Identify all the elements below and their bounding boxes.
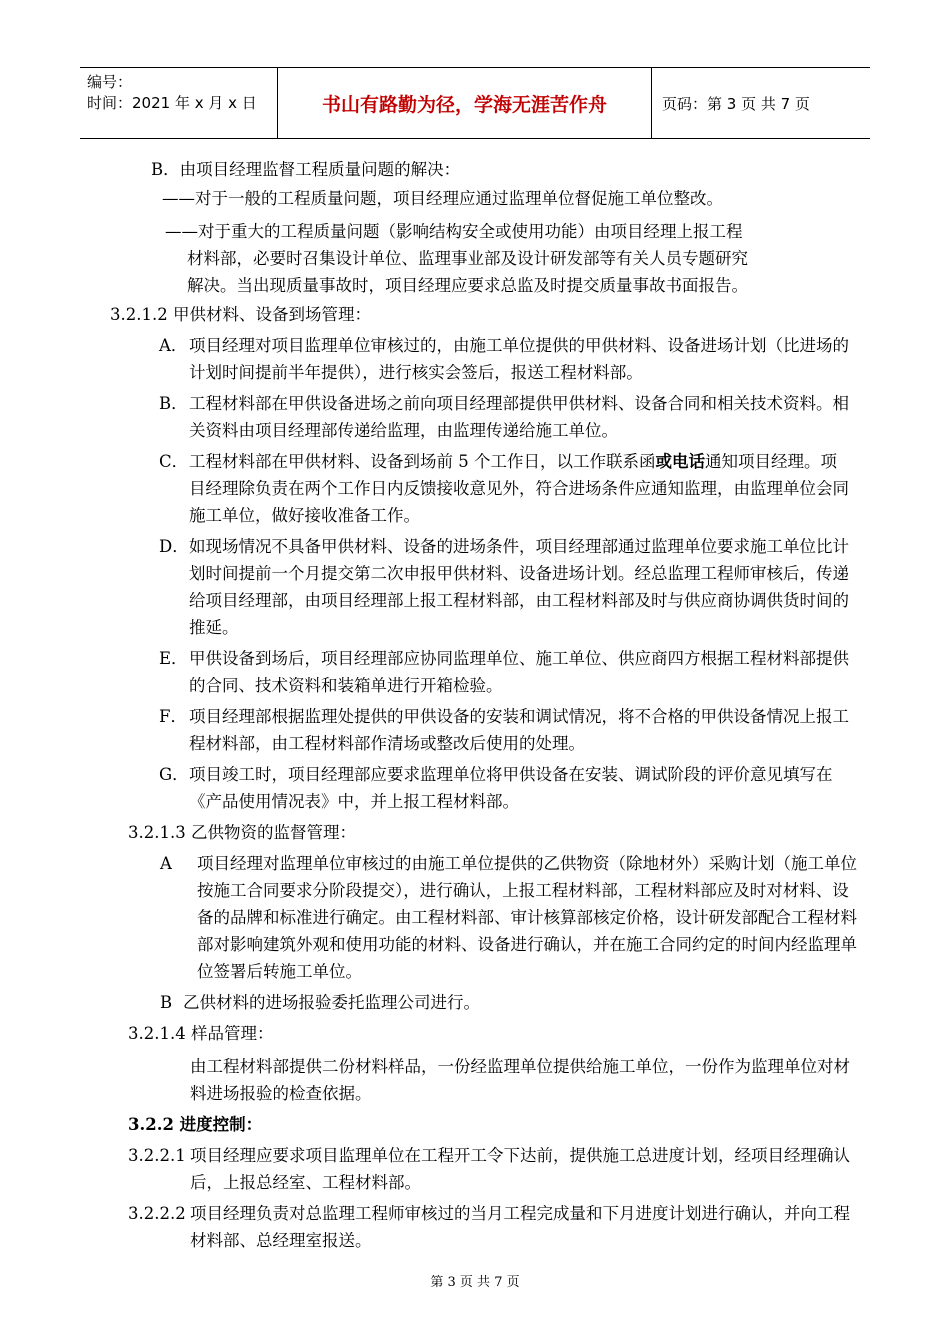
list-item-label: A．	[159, 336, 188, 355]
list-item-text-part: 通知项目经理。项目经理除负责在两个工作日内反馈接收意见外，符合进场条件应通知监理，由监理单位会同施工单位，做好接收准备工作。	[189, 452, 849, 525]
list-item-label: G．	[159, 765, 189, 784]
document-date-label: 时间：2021 年 x 月 x 日	[87, 94, 257, 112]
list-item-label: D．	[159, 537, 189, 556]
list-item-f	[0, 703, 851, 757]
dash-item-major-line2: 材料部，必要时召集设计单位、监理事业部及设计研发部等有关人员专题研究	[187, 249, 748, 268]
list-item-text: 乙供材料的进场报验委托监理公司进行。	[183, 993, 480, 1012]
list-item-b	[0, 390, 851, 444]
list-item-text: 项目经理对监理单位审核过的由施工单位提供的乙供物资（除地材外）采购计划（施工单位按施工合同要求分阶段提交），进行确认，上报工程材料部，工程材料部应及时对材料、设备的品牌和标准进行确定。由工程材料部、审计核算部核定价格，设计研发部配合工程材料部对影响建筑外观和使用功能的材料、设备进行确认，并在施工合同约定的时间内经监理单位签署后转施工单位。	[197, 854, 857, 981]
item-b-heading: B．由项目经理监督工程质量问题的解决：	[151, 160, 461, 179]
list-item-text: 工程材料部在甲供设备进场之前向项目经理部提供甲供材料、设备合同和相关技术资料。相关资料由项目经理部传递给监理，由监理传递给施工单位。	[189, 394, 849, 440]
section-3214-heading: 3.2.1.4 样品管理：	[128, 1024, 274, 1043]
list-item-d	[0, 533, 851, 641]
list-item-a	[0, 332, 851, 386]
header-info-cell	[80, 68, 278, 138]
emphasis-text: 或电话	[655, 452, 705, 471]
list-item-label: B	[160, 993, 173, 1012]
dash-item-major	[0, 218, 950, 299]
page-footer: 第 3 页 共 7 页	[430, 1275, 520, 1290]
list-item-text	[189, 448, 851, 529]
dash-item-general: ——对于一般的工程质量问题，项目经理应通过监理单位督促施工单位整改。	[162, 189, 723, 208]
page-header	[80, 67, 870, 139]
list-item-text: 项目竣工时，项目经理部应要求监理单位将甲供设备在安装、调试阶段的评价意见填写在《产品使用情况表》中，并上报工程材料部。	[189, 765, 833, 811]
list-item-text: 甲供设备到场后，项目经理部应协同监理单位、施工单位、供应商四方根据工程材料部提供的合同、技术资料和装箱单进行开箱检验。	[189, 649, 849, 695]
list-item-label: B．	[159, 394, 188, 413]
section-3213-heading: 3.2.1.3 乙供物资的监督管理：	[128, 823, 356, 842]
dash-item-major-line3: 解决。当出现质量事故时，项目经理应要求总监及时提交质量事故书面报告。	[187, 276, 748, 295]
document-number-label: 编号：	[87, 73, 133, 91]
list-item-text: 项目经理负责对总监理工程师审核过的当月工程完成量和下月进度计划进行确认，并向工程材料部、总经理室报送。	[190, 1204, 850, 1250]
list-item-text: 项目经理对项目监理单位审核过的，由施工单位提供的甲供材料、设备进场计划（比进场的计划时间提前半年提供），进行核实会签后，报送工程材料部。	[189, 336, 849, 382]
list-item-c	[0, 448, 851, 529]
header-page-number: 页码：第 3 页 共 7 页	[662, 94, 810, 113]
sample-paragraph: 由工程材料部提供二份材料样品，一份经监理单位提供给施工单位，一份作为监理单位对材料进场报验的检查依据。	[190, 1057, 850, 1103]
progress-item-2	[0, 1200, 850, 1254]
document-body	[0, 156, 950, 1254]
header-motto: 书山有路勤为径，学海无涯苦作舟	[278, 68, 652, 138]
section-322-heading: 3.2.2 进度控制：	[128, 1115, 263, 1134]
list-item-text: 项目经理部根据监理处提供的甲供设备的安装和调试情况，将不合格的甲供设备情况上报工程材料部，由工程材料部作清场或整改后使用的处理。	[189, 707, 849, 753]
list-item-text: 项目经理应要求项目监理单位在工程开工令下达前，提供施工总进度计划，经项目经理确认后，上报总经室、工程材料部。	[190, 1146, 850, 1192]
list-item-label: F．	[159, 707, 187, 726]
list-item-label: A	[160, 854, 172, 873]
dash-item-major-line1: ——对于重大的工程质量问题（影响结构安全或使用功能）由项目经理上报工程	[165, 222, 743, 241]
supply-item-b	[0, 989, 849, 1016]
supply-item-a	[0, 850, 863, 985]
list-item-e	[0, 645, 851, 699]
list-item-text: 如现场情况不具备甲供材料、设备的进场条件，项目经理部通过监理单位要求施工单位比计划时间提前一个月提交第二次申报甲供材料、设备进场计划。经总监理工程师审核后，传递给项目经理部，由项目经理部上报工程材料部，由工程材料部及时与供应商协调供货时间的推延。	[189, 537, 849, 637]
list-item-g	[0, 761, 851, 815]
list-item-label: E．	[159, 649, 188, 668]
progress-item-1	[0, 1142, 850, 1196]
list-item-label: 3.2.2.1	[128, 1146, 186, 1165]
list-item-label: C．	[159, 452, 189, 471]
section-3212-heading: 3.2.1.2 甲供材料、设备到场管理：	[110, 305, 371, 324]
list-item-label: 3.2.2.2	[128, 1204, 186, 1223]
list-item-text-part: 工程材料部在甲供材料、设备到场前 5 个工作日，以工作联系函	[189, 452, 656, 471]
